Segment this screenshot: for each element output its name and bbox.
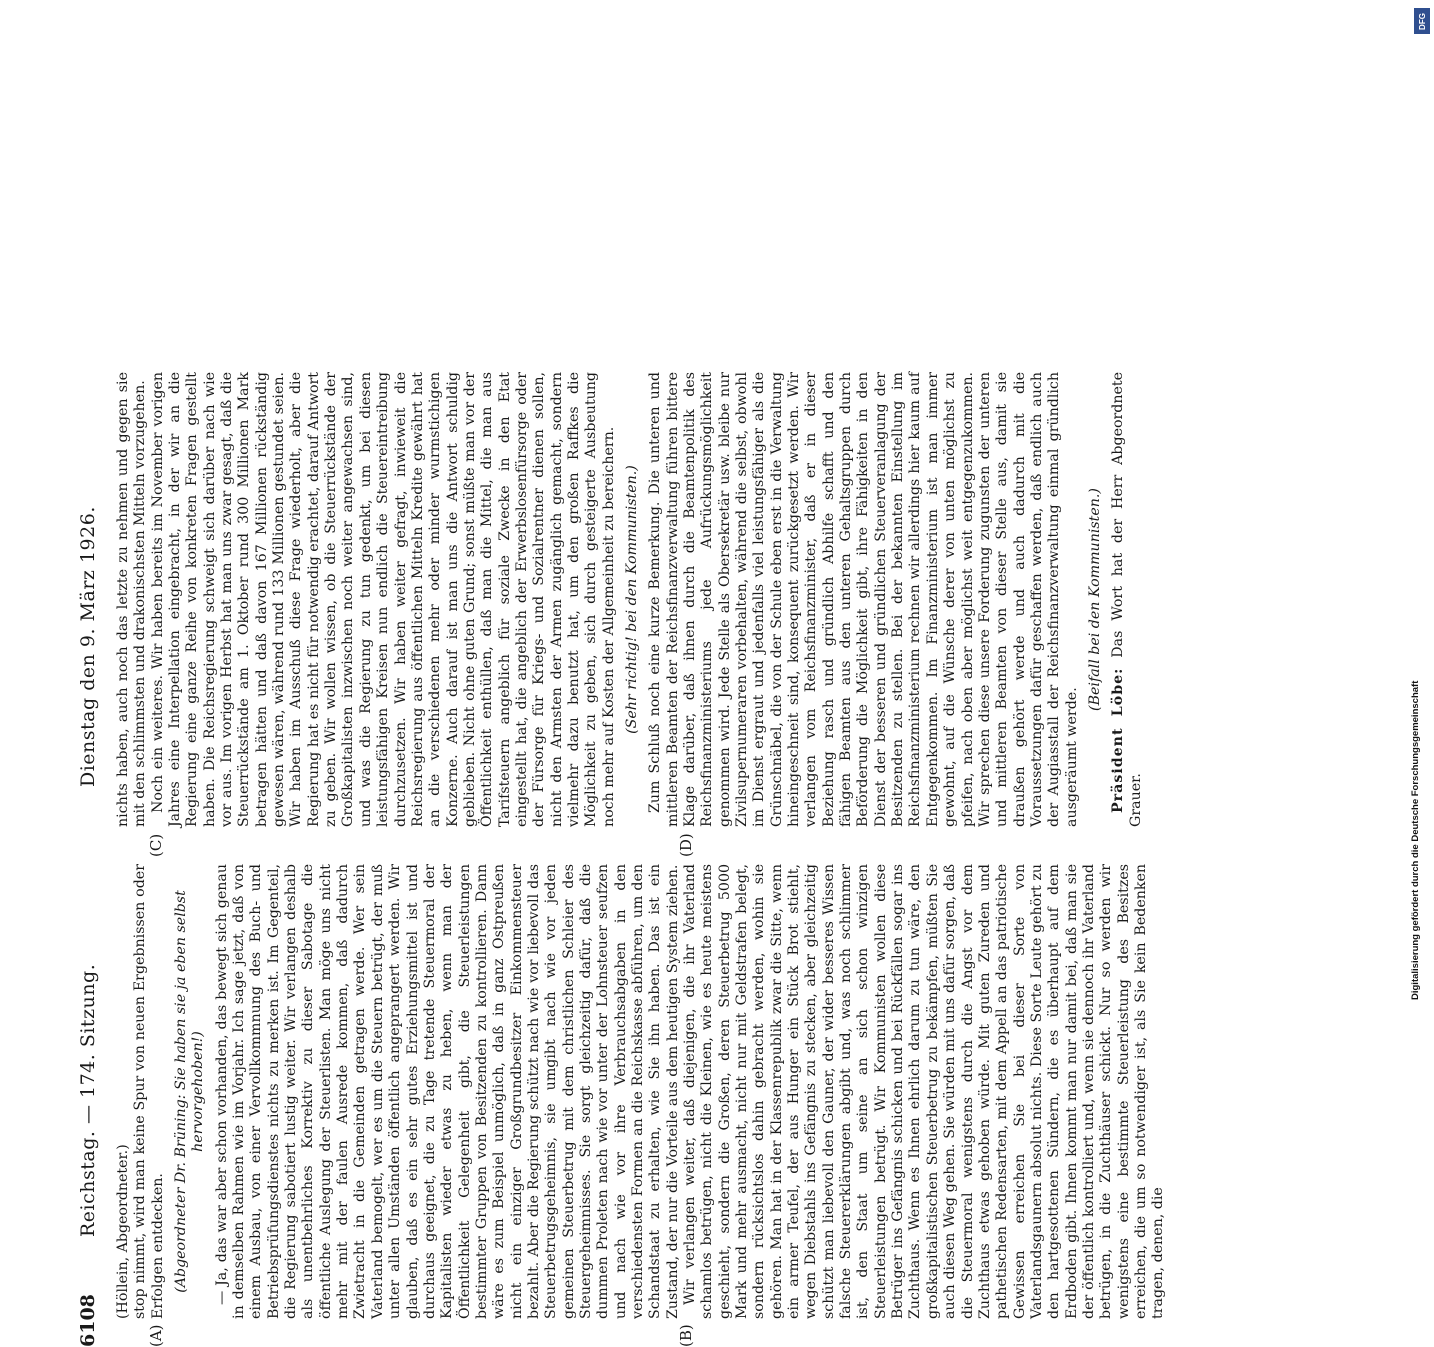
margin-letter-a: (A) (147, 1324, 165, 1347)
digitization-credit (1410, 0, 1428, 1000)
president-statement (1110, 372, 1145, 827)
margin-letter-b: (B) (677, 1324, 695, 1347)
president-text: Das Wort hat der Herr Abgeordnete Grauer. (1110, 371, 1144, 827)
page-content (77, 347, 1397, 1347)
paragraph: nichts haben, auch noch das letzte zu nehmen und gegen sie mit den schlimmsten und drakonischsten Mitteln vorzugehen. (115, 372, 149, 827)
paragraph: Noch ein weiteres. Wir haben bereits im November vorigen Jahres eine Interpellation eingebracht, in der wir an die Regierung eine ganze Reihe von konkreten Fragen gestellt haben. Die Reichsregierung schweigt sich darüber nach wie vor aus. Im vorigen Herbst hat man uns zwar gesagt, daß die Steuerrückstände am 1. Oktober rund 300 Millionen Mark betragen hätten und daß davon 167 Millionen rückständig gewesen wären, während rund 133 Millionen gestundet seien. Wir haben im Ausschuß diese Frage wiederholt, aber die Regierung hat es nicht für notwendig erachtet, darauf Antwort zu geben. Wir wollen wissen, ob die Steuerrückstände der Großkapitalisten inzwischen noch weiter angewachsen sind, und was die Regierung zu tun gedenkt, um bei diesen leistungsfähigen Kreisen nun endlich die Steuereintreibung durchzusetzen. Wir haben weiter gefragt, inwieweit die Reichsregierung aus öffentlichen Mitteln Kredite gewährt hat an die verschiedenen mehr oder minder wurmstichigen Konzerne. Auch darauf ist man uns die Antwort schuldig geblieben. Nicht ohne guten Grund; sonst müßte man vor der Öffentlichkeit enthüllen, daß man die Mittel, die man aus Tarifsteuern angeblich für soziale Zwecke in den Etat eingestellt hat, die angeblich der Erwerbslosenfürsorge oder der Fürsorge für Kriegs- und Sozialrentner dienen sollen, nicht den Armsten der Armen zugänglich gemacht, sondern vielmehr dazu benutzt hat, um den großen Raffkes die Möglichkeit zu geben, sich durch gesteigerte Ausbeutung noch mehr auf Kosten der Allgemeinheit zu bereichern. (149, 372, 617, 827)
credit-text: Digitalisierung gefördert durch die Deutsche Forschungsgemeinschaft (1410, 680, 1421, 1000)
interjection: (Sehr richtig! bei den Kommunisten.) (623, 465, 640, 734)
speaker-line: (Höllein, Abgeordneter.) (115, 1144, 131, 1319)
president-name: Präsident Löbe: (1110, 667, 1127, 813)
session-title: Reichstag. — 174. Sitzung. (77, 963, 99, 1237)
session-date: Dienstag den 9. März 1926. (77, 506, 99, 787)
margin-letter-c: (C) (147, 833, 165, 857)
dfg-logo: DFG (1414, 8, 1430, 34)
paragraph: stop nimmt, wird man keine Spur von neuen Ergebnissen oder Erfolgen entdecken. (132, 864, 166, 1319)
page-number: 6108 (77, 1294, 99, 1347)
paragraph: Wir verlangen weiter, daß diejenigen, die ihr Vaterland schamlos betrügen, nicht die Kleinen, wie es heute meistens geschieht, sondern die Großen, deren Steuerbetrug 5000 Mark und mehr ausmacht, nicht nur mit Geldstrafen belegt, sondern rücksichtslos dahin gebracht werden, wohin sie gehören. Man hat in der Klassenrepublik zwar die Sitte, wenn ein armer Teufel, der aus Hunger ein Stück Brot stiehlt, wegen Diebstahls ins Gefängnis zu stecken, aber gleichzeitig schützt man liebevoll den Gauner, der wider besseres Wissen falsche Steuererklärungen abgibt und, was noch schlimmer ist, den Staat um seine an sich schon winzigen Steuerleistungen betrügt. Wir Kommunisten wollen diese Betrüger ins Gefängnis schicken und bei Rückfällen sogar ins Zuchthaus. Wenn es Ihnen ehrlich darum zu tun wäre, den großkapitalistischen Steuerbetrug zu bekämpfen, müßten Sie auch diesen Weg gehen. Sie würden mit uns dafür sorgen, daß die Steuermoral wenigstens durch die Angst vor dem Zuchthaus etwas gehoben würde. Mit guten Zureden und pathetischen Redensarten, mit dem Appell an das patriotische Gewissen erreichen Sie bei dieser Sorte von Vaterlandsgaunern absolut nichts. Diese Sorte Leute gehört zu den hartgesottenen Sündern, die es überhaupt auf dem Erdboden gibt. Ihnen kommt man nur damit bei, daß man sie der öffentlich kontrolliert und, wenn sie dennoch ihr Vaterland betrügen, in die Zuchthäuser schickt. Nur so werden wir wenigstens eine bestimmte Steuerleistung des Besitzes erreichen, die um so notwendiger ist, als Sie kein Bedenken tragen, denen, die (682, 864, 1167, 1319)
paragraph: — Ja, das war aber schon vorhanden, das bewegt sich genau in demselben Rahmen wie im Vorjahr. Ich sage jetzt, daß von einem Ausbau, von einer Vervollkommnung des Buch- und Betriebsprüfungsdienstes nichts zu merken ist. Im Gegenteil, die Regierung sabotiert lustig weiter. Wir verlangen deshalb als unentbehrliches Korrektiv zu dieser Sabotage die öffentliche Auslegung der Steuerlisten. Man möge uns nicht mehr mit der faulen Ausrede kommen, daß dadurch Zwietracht in die Gemeinden getragen werde. Wer sein Vaterland bemogelt, wer es um die Steuern betrügt, der muß unter allen Umständen öffentlich angeprangert werden. Wir glauben, daß es ein sehr gutes Erziehungsmittel ist und durchaus geeignet, die zu Tage tretende Steuermoral der Kapitalisten wieder etwas zu heben, wenn man der Öffentlichkeit Gelegenheit gibt, die Steuerleistungen bestimmter Gruppen von Besitzenden zu kontrollieren. Dann wäre es zum Beispiel unmöglich, daß in ganz Ostpreußen nicht ein einziger Großgrundbesitzer Einkommensteuer bezahlt. Aber die Regierung schützt nach wie vor liebevoll das Steuerbetrugsgeheimnis, sie umgibt nach wie vor jeden gemeinen Steuerbetrug mit dem christlichen Schleier des Steuergeheimnisses. Sie sorgt gleichzeitig dafür, daß die dummen Proleten nach wie vor unter der Lohnsteuer seufzen und nach wie vor ihre Verbrauchsabgaben in den verschiedensten Formen an die Reichskasse abführen, um den Schandstaat zu erhalten, wie Sie ihn haben. Das ist ein Zustand, der nur die Vorteile aus dem heutigen System ziehen. (213, 864, 681, 1319)
interjection: (Abgeordneter Dr. Brüning: Sie haben sie ja eben selbst hervorgehoben!) (173, 890, 207, 1293)
rotated-document-page (77, 0, 1434, 1347)
running-header (77, 347, 105, 1347)
paragraph: Zum Schluß noch eine kurze Bemerkung. Die unteren und mittleren Beamten der Reichsfinanzverwaltung führen bittere Klage darüber, daß ihnen durch die Beamtenpolitik des Reichsfinanzministeriums jede Aufrückungsmöglichkeit genommen wird. Jede Stelle als Obersekretär usw. bleibe nur Zivilsupernumeraren vorbehalten, während die selbst, obwohl im Dienst ergraut und jedenfalls viel leistungsfähiger als die Grünschnäbel, die von der Schule eben erst in die Verwaltung hineingeschneit sind, konsequent zurückgesetzt werden. Wir verlangen vom Reichsfinanzminister, daß er in dieser Beziehung rasch und gründlich Abhilfe schafft und den fähigen Beamten aus den unteren Gehaltsgruppen durch Beförderung die Möglichkeit gibt, ihre Fähigkeiten in den Dienst der besseren und gründlichen Steuerveranlagung der Besitzenden zu stellen. Bei der bekannten Einstellung im Reichsfinanzministerium rechnen wir allerdings hier kaum auf Entgegenkommen. Im Finanzministerium ist man immer gewohnt, auf die Wünsche derer von unten möglichst zu pfeifen, nach oben aber möglichst weit entgegenzukommen. Wir sprechen diese unsere Forderung zugunsten der unteren und mittleren Beamten von dieser Stelle aus, damit sie draußen gehört werde und auch dadurch mit die Voraussetzungen dafür geschaffen werden, daß endlich auch der Augiasstall der Reichsfinanzverwaltung einmal gründlich ausgeräumt werde. (647, 372, 1080, 827)
right-column (115, 372, 1145, 827)
left-column (115, 864, 1168, 1319)
interjection: (Beifall bei den Kommunisten.) (1086, 488, 1103, 711)
margin-letter-d: (D) (677, 833, 695, 857)
